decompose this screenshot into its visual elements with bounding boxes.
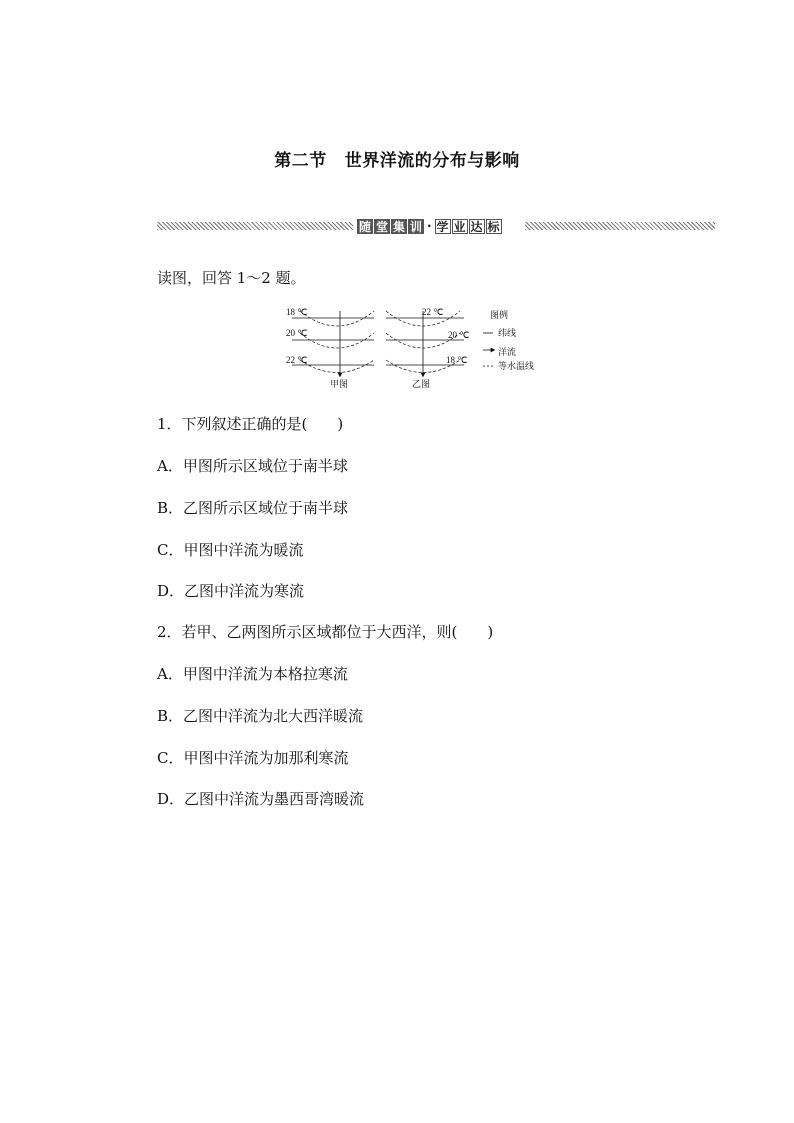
banner-char: 堂 [375, 219, 388, 234]
question-2-option-d: D．乙图中洋流为墨西哥湾暖流 [157, 790, 365, 808]
question-2-stem: 2．若甲、乙两图所示区域都位于大西洋，则( ) [157, 623, 494, 641]
section-title: 世界洋流的分布与影响 [344, 151, 520, 171]
banner-char: 集 [392, 219, 405, 234]
question-1-option-c: C．甲图中洋流为暖流 [157, 541, 304, 559]
banner-dot: · [427, 219, 432, 233]
banner-char: 达 [470, 219, 483, 234]
question-2-option-a: A．甲图中洋流为本格拉寒流 [157, 665, 348, 683]
banner-char: 训 [409, 219, 422, 234]
question-1-option-d: D．乙图中洋流为寒流 [157, 582, 305, 600]
legend-current-label: 洋流 [498, 347, 517, 357]
isotherm-label: 22 ℃ [286, 355, 308, 365]
isotherm-label: 20 ℃ [448, 330, 470, 340]
figure-caption: 甲图 [330, 379, 349, 389]
isotherm-line [300, 360, 374, 373]
isotherm-label: 18 ℃ [446, 355, 468, 365]
question-2-option-c: C．甲图中洋流为加那利寒流 [157, 749, 349, 767]
question-1-option-b: B．乙图所示区域位于南半球 [157, 499, 349, 517]
question-1-option-a: A．甲图所示区域位于南半球 [157, 457, 348, 475]
figure-right [386, 307, 469, 389]
question-2-option-b: B．乙图中洋流为北大西洋暖流 [157, 707, 364, 725]
figure-caption: 乙图 [412, 379, 431, 389]
question-1-stem: 1．下列叙述正确的是( ) [157, 415, 344, 433]
isotherm-label: 18 ℃ [286, 307, 308, 317]
intro-text: 读图，回答 1～2 题。 [157, 269, 306, 287]
isotherm-line [300, 333, 374, 348]
section-number: 第二节 [274, 151, 327, 171]
section-banner [157, 218, 715, 236]
legend-latitude-label: 纬线 [498, 328, 517, 338]
banner-char: 学 [436, 219, 449, 234]
figure-legend [483, 309, 534, 371]
banner-label [357, 218, 502, 234]
page-title [0, 146, 794, 171]
isotherm-label: 20 ℃ [286, 328, 308, 338]
banner-stripe-left [157, 222, 353, 230]
banner-char: 标 [487, 219, 500, 234]
isotherm-line [300, 311, 374, 326]
ocean-current-figure [282, 305, 552, 390]
figure-left [286, 307, 374, 389]
banner-char: 业 [453, 219, 466, 234]
legend-title: 图例 [490, 310, 509, 320]
legend-isotherm-label: 等水温线 [498, 361, 535, 371]
banner-stripe-right [525, 222, 715, 230]
banner-char: 随 [358, 219, 371, 234]
isotherm-label: 22 ℃ [422, 307, 444, 317]
